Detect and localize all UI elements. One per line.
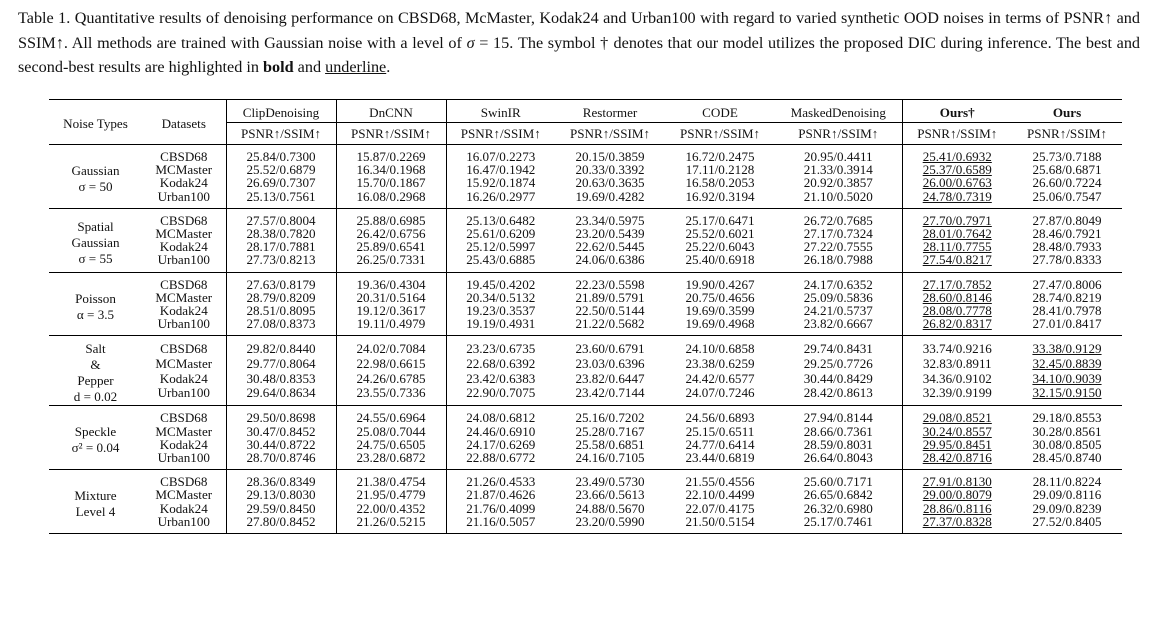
- second-best-value: 33.38/0.9129: [1032, 341, 1102, 357]
- value-cell: [902, 515, 1012, 534]
- results-table: [49, 99, 1122, 534]
- second-best-value: 34.10/0.9039: [1032, 370, 1102, 386]
- value-cell: 19.19/0.4931: [466, 316, 536, 332]
- second-best-value: 28.60/0.8146: [922, 289, 992, 305]
- second-best-value: 25.41/0.6932: [922, 149, 992, 164]
- value-cell: 24.17/0.6269: [466, 436, 536, 452]
- value-cell: 27.17/0.7324: [775, 227, 902, 240]
- value-cell: 28.41/0.7978: [1032, 303, 1102, 319]
- value-cell: 23.42/0.6383: [466, 370, 536, 386]
- noise-group: [49, 336, 1122, 406]
- second-best-value: 27.17/0.7852: [922, 276, 992, 292]
- noise-type-label-line: σ² = 0.04: [71, 440, 120, 456]
- value-cell: 25.13/0.6482: [466, 212, 536, 228]
- value-cell: 29.50/0.8698: [226, 406, 336, 425]
- value-cell: [902, 317, 1012, 336]
- dataset-cell: Kodak24: [142, 502, 226, 515]
- table-row: [49, 145, 1122, 164]
- header-method: CODE: [665, 100, 775, 123]
- table-row: [49, 470, 1122, 489]
- value-cell: 19.90/0.4267: [685, 276, 755, 292]
- table-row: [49, 253, 1122, 272]
- value-cell: 30.28/0.8561: [1032, 423, 1102, 439]
- value-cell: 24.75/0.6505: [336, 438, 446, 451]
- value-cell: 30.48/0.8353: [226, 371, 336, 385]
- second-best-value: 28.86/0.8116: [922, 500, 992, 516]
- noise-type-label-line: Speckle: [74, 424, 117, 440]
- caption-text-3: and: [293, 58, 326, 76]
- header-method: Ours†: [902, 100, 1012, 123]
- header-method: MaskedDenoising: [775, 100, 902, 123]
- noise-type-label: [49, 145, 142, 209]
- dataset-cell: Kodak24: [142, 304, 226, 317]
- value-cell: 32.83/0.8911: [922, 356, 992, 372]
- header-method: SwinIR: [446, 100, 555, 123]
- value-cell: 32.39/0.9199: [922, 385, 992, 401]
- value-cell: 25.08/0.7044: [336, 425, 446, 438]
- header-metric: PSNR↑/SSIM↑: [336, 123, 446, 145]
- value-cell: 23.55/0.7336: [336, 385, 446, 406]
- header-metric: PSNR↑/SSIM↑: [1026, 125, 1108, 141]
- value-cell: 23.44/0.6819: [685, 450, 755, 466]
- value-cell: 25.13/0.7561: [226, 190, 336, 209]
- value-cell: 28.17/0.7881: [226, 240, 336, 253]
- value-cell: 19.69/0.4282: [575, 188, 645, 204]
- value-cell: 25.43/0.6885: [466, 252, 536, 268]
- dataset-cell: Kodak24: [142, 240, 226, 253]
- second-best-value: 28.42/0.8716: [922, 450, 992, 466]
- value-cell: 25.12/0.5997: [466, 239, 536, 255]
- value-cell: 24.55/0.6964: [336, 406, 446, 425]
- value-cell: 30.44/0.8429: [775, 371, 902, 385]
- value-cell: 24.16/0.7105: [575, 450, 645, 466]
- dataset-cell: MCMaster: [142, 291, 226, 304]
- value-cell: 25.84/0.7300: [226, 145, 336, 164]
- dataset-cell: MCMaster: [142, 163, 226, 176]
- value-cell: 27.47/0.8006: [1032, 276, 1102, 292]
- value-cell: 24.06/0.6386: [575, 252, 645, 268]
- value-cell: 23.66/0.5613: [575, 487, 645, 503]
- header-method: Restormer: [555, 100, 665, 123]
- value-cell: 23.23/0.6735: [466, 341, 536, 357]
- dataset-cell: MCMaster: [142, 356, 226, 370]
- value-cell: 24.42/0.6577: [685, 370, 755, 386]
- header-metric: PSNR↑/SSIM↑: [569, 125, 651, 141]
- value-cell: [902, 272, 1012, 291]
- value-cell: 22.90/0.7075: [466, 385, 536, 401]
- table-row: [49, 451, 1122, 470]
- value-cell: 28.66/0.7361: [775, 425, 902, 438]
- header-metric: PSNR↑/SSIM↑: [917, 125, 998, 141]
- value-cell: 16.58/0.2053: [685, 175, 755, 191]
- value-cell: 22.07/0.4175: [685, 500, 755, 516]
- dataset-cell: Kodak24: [142, 371, 226, 385]
- noise-type-label-line: Gaussian: [71, 162, 120, 178]
- noise-group: [49, 272, 1122, 336]
- value-cell: 15.70/0.1867: [336, 176, 446, 189]
- header-method: DnCNN: [336, 100, 446, 123]
- value-cell: 24.46/0.6910: [466, 423, 536, 439]
- second-best-value: 28.08/0.7778: [922, 303, 992, 319]
- dataset-cell: CBSD68: [142, 336, 226, 357]
- value-cell: 25.40/0.6918: [685, 252, 755, 268]
- header-metric: PSNR↑/SSIM↑: [226, 123, 336, 145]
- dataset-cell: Kodak24: [142, 176, 226, 189]
- value-cell: 27.57/0.8004: [226, 208, 336, 227]
- noise-group: [49, 208, 1122, 272]
- noise-type-label-line: σ = 55: [78, 250, 113, 266]
- value-cell: 29.09/0.8239: [1032, 500, 1102, 516]
- value-cell: 19.12/0.3617: [336, 304, 446, 317]
- value-cell: 27.63/0.8179: [226, 272, 336, 291]
- value-cell: 29.13/0.8030: [226, 488, 336, 501]
- value-cell: 28.79/0.8209: [226, 291, 336, 304]
- noise-type-label-line: Gaussian: [71, 234, 120, 250]
- value-cell: 20.33/0.3392: [575, 162, 645, 178]
- value-cell: 27.73/0.8213: [226, 253, 336, 272]
- value-cell: 23.82/0.6667: [775, 317, 902, 336]
- value-cell: 29.74/0.8431: [775, 336, 902, 357]
- header-metric: PSNR↑/SSIM↑: [775, 123, 902, 145]
- value-cell: [902, 208, 1012, 227]
- table-caption: [18, 6, 1140, 80]
- dataset-cell: Urban100: [142, 385, 226, 406]
- value-cell: 21.87/0.4626: [466, 487, 536, 503]
- value-cell: 21.38/0.4754: [336, 470, 446, 489]
- table-row: [49, 190, 1122, 209]
- value-cell: 17.11/0.2128: [685, 162, 755, 178]
- table-row: [49, 515, 1122, 534]
- value-cell: 30.44/0.8722: [226, 438, 336, 451]
- header-method: ClipDenoising: [226, 100, 336, 123]
- value-cell: [1012, 371, 1122, 385]
- table-row: [49, 371, 1122, 385]
- noise-type-label-line: Pepper: [77, 373, 114, 389]
- second-best-value: 29.08/0.8521: [922, 410, 992, 426]
- value-cell: 21.89/0.5791: [575, 289, 645, 305]
- value-cell: 21.16/0.5057: [466, 513, 536, 529]
- noise-type-label-line: Level 4: [75, 504, 116, 520]
- value-cell: 23.34/0.5975: [575, 212, 645, 228]
- value-cell: 33.74/0.9216: [922, 341, 992, 357]
- second-best-value: 29.95/0.8451: [922, 436, 992, 452]
- second-best-value: 28.01/0.7642: [922, 226, 992, 242]
- value-cell: 23.82/0.6447: [575, 370, 645, 386]
- value-cell: 22.62/0.5445: [575, 239, 645, 255]
- value-cell: 24.08/0.6812: [466, 410, 536, 426]
- value-cell: 26.18/0.7988: [775, 253, 902, 272]
- header-method: Ours: [1012, 100, 1122, 123]
- dataset-cell: Urban100: [142, 317, 226, 336]
- dataset-cell: CBSD68: [142, 406, 226, 425]
- value-cell: 20.92/0.3857: [775, 176, 902, 189]
- value-cell: 25.09/0.5836: [775, 291, 902, 304]
- value-cell: 28.11/0.8224: [1032, 474, 1102, 490]
- value-cell: 28.48/0.7933: [1032, 239, 1102, 255]
- value-cell: 20.75/0.4656: [685, 289, 755, 305]
- value-cell: 16.34/0.1968: [336, 163, 446, 176]
- dataset-cell: Urban100: [142, 190, 226, 209]
- value-cell: 26.72/0.7685: [775, 208, 902, 227]
- value-cell: 24.02/0.7084: [336, 336, 446, 357]
- second-best-value: 27.91/0.8130: [922, 474, 992, 490]
- dataset-cell: CBSD68: [142, 272, 226, 291]
- noise-type-label-line: Salt: [85, 341, 106, 357]
- caption-sigma: σ: [466, 33, 475, 52]
- table-row: [49, 272, 1122, 291]
- header-row-methods: [49, 100, 1122, 123]
- value-cell: 20.31/0.5164: [336, 291, 446, 304]
- value-cell: 28.59/0.8031: [775, 438, 902, 451]
- value-cell: 21.55/0.4556: [685, 474, 755, 490]
- value-cell: 24.26/0.6785: [336, 371, 446, 385]
- noise-group: [49, 406, 1122, 470]
- value-cell: 25.88/0.6985: [336, 208, 446, 227]
- second-best-value: 26.00/0.6763: [922, 175, 992, 191]
- value-cell: 28.38/0.7820: [226, 227, 336, 240]
- value-cell: 19.45/0.4202: [466, 276, 536, 292]
- value-cell: 24.21/0.5737: [775, 304, 902, 317]
- value-cell: 19.69/0.4968: [685, 316, 755, 332]
- value-cell: 16.26/0.2977: [466, 188, 536, 204]
- value-cell: 24.07/0.7246: [685, 385, 755, 401]
- value-cell: 23.20/0.5990: [575, 513, 645, 529]
- value-cell: 29.64/0.8634: [226, 385, 336, 406]
- value-cell: [902, 190, 1012, 209]
- value-cell: 28.70/0.8746: [226, 451, 336, 470]
- second-best-value: 26.82/0.8317: [922, 316, 992, 332]
- value-cell: 27.94/0.8144: [775, 406, 902, 425]
- second-best-value: 28.11/0.7755: [922, 239, 992, 255]
- value-cell: 16.08/0.2968: [336, 190, 446, 209]
- value-cell: 26.65/0.6842: [775, 488, 902, 501]
- value-cell: 22.23/0.5598: [575, 276, 645, 292]
- second-best-value: 27.70/0.7971: [922, 212, 992, 228]
- value-cell: 25.58/0.6851: [575, 436, 645, 452]
- value-cell: 24.17/0.6352: [775, 272, 902, 291]
- second-best-value: 25.37/0.6589: [922, 162, 992, 178]
- value-cell: 24.10/0.6858: [685, 341, 755, 357]
- noise-group: [49, 470, 1122, 534]
- value-cell: 25.17/0.6471: [685, 212, 755, 228]
- noise-type-label-line: Spatial: [77, 218, 114, 234]
- value-cell: [902, 470, 1012, 489]
- value-cell: 21.76/0.4099: [466, 500, 536, 516]
- value-cell: [902, 451, 1012, 470]
- value-cell: 25.73/0.7188: [1032, 149, 1102, 164]
- header-metric: PSNR↑/SSIM↑: [460, 125, 541, 141]
- value-cell: [1012, 336, 1122, 357]
- value-cell: [902, 406, 1012, 425]
- noise-group: [49, 145, 1122, 209]
- value-cell: 23.42/0.7144: [575, 385, 645, 401]
- value-cell: 20.34/0.5132: [466, 289, 536, 305]
- value-cell: 25.17/0.7461: [775, 515, 902, 534]
- second-best-value: 30.24/0.8557: [922, 423, 992, 439]
- value-cell: 26.69/0.7307: [226, 176, 336, 189]
- value-cell: 22.00/0.4352: [336, 502, 446, 515]
- value-cell: 26.25/0.7331: [336, 253, 446, 272]
- value-cell: 23.60/0.6791: [575, 341, 645, 357]
- value-cell: 26.60/0.7224: [1032, 175, 1102, 191]
- caption-bold-word: bold: [263, 58, 294, 76]
- value-cell: 28.42/0.8613: [775, 385, 902, 406]
- value-cell: 21.26/0.4533: [466, 474, 536, 490]
- value-cell: 27.87/0.8049: [1032, 212, 1102, 228]
- value-cell: 25.61/0.6209: [466, 226, 536, 242]
- value-cell: 25.68/0.6871: [1032, 162, 1102, 178]
- value-cell: 27.22/0.7555: [775, 240, 902, 253]
- value-cell: 28.46/0.7921: [1032, 226, 1102, 242]
- value-cell: 28.45/0.8740: [1032, 450, 1102, 466]
- value-cell: 24.88/0.5670: [575, 500, 645, 516]
- table-row: [49, 336, 1122, 357]
- value-cell: 22.98/0.6615: [336, 356, 446, 370]
- value-cell: 24.56/0.6893: [685, 410, 755, 426]
- value-cell: [902, 145, 1012, 164]
- value-cell: 22.88/0.6772: [466, 450, 536, 466]
- value-cell: 21.33/0.3914: [775, 163, 902, 176]
- value-cell: 29.77/0.8064: [226, 356, 336, 370]
- value-cell: [1012, 385, 1122, 406]
- table-row: [49, 208, 1122, 227]
- value-cell: 25.16/0.7202: [575, 410, 645, 426]
- value-cell: 20.15/0.3859: [575, 149, 645, 164]
- table-row: [49, 356, 1122, 370]
- noise-type-label: [49, 470, 142, 534]
- second-best-value: 27.54/0.8217: [922, 252, 992, 268]
- dataset-cell: Urban100: [142, 451, 226, 470]
- noise-type-label: [49, 406, 142, 470]
- second-best-value: 32.45/0.8839: [1032, 356, 1102, 372]
- dataset-cell: Kodak24: [142, 438, 226, 451]
- value-cell: 20.95/0.4411: [775, 145, 902, 164]
- value-cell: 21.26/0.5215: [336, 515, 446, 534]
- value-cell: 24.77/0.6414: [685, 436, 755, 452]
- value-cell: 30.47/0.8452: [226, 425, 336, 438]
- table-row: [49, 385, 1122, 406]
- value-cell: 15.92/0.1874: [466, 175, 536, 191]
- value-cell: 29.09/0.8116: [1032, 487, 1102, 503]
- value-cell: 26.42/0.6756: [336, 227, 446, 240]
- dataset-cell: MCMaster: [142, 488, 226, 501]
- value-cell: 27.78/0.8333: [1032, 252, 1102, 268]
- noise-type-label: [49, 208, 142, 272]
- value-cell: 25.28/0.7167: [575, 423, 645, 439]
- value-cell: 20.63/0.3635: [575, 175, 645, 191]
- value-cell: 26.64/0.8043: [775, 451, 902, 470]
- noise-type-label-line: &: [90, 357, 101, 373]
- value-cell: 21.22/0.5682: [575, 316, 645, 332]
- value-cell: 21.95/0.4779: [336, 488, 446, 501]
- second-best-value: 24.78/0.7319: [922, 188, 992, 204]
- value-cell: 25.15/0.6511: [685, 423, 755, 439]
- dataset-cell: CBSD68: [142, 470, 226, 489]
- value-cell: 22.50/0.5144: [575, 303, 645, 319]
- caption-text-1: Table 1. Quantitative results of denoising performance on CBSD68, McMaster, Kodak24 and Urban100 with regard to varied synthetic OOD noises in terms of PSNR↑ and SSIM↑. All methods are trained with Gaussian noise with a level of: [18, 9, 1140, 52]
- value-cell: 21.50/0.5154: [685, 513, 755, 529]
- noise-type-label: [49, 336, 142, 406]
- value-cell: 29.59/0.8450: [226, 502, 336, 515]
- value-cell: 16.92/0.3194: [685, 188, 755, 204]
- noise-type-label-line: Poisson: [75, 290, 116, 306]
- caption-text-4: .: [386, 58, 391, 76]
- value-cell: 27.80/0.8452: [226, 515, 336, 534]
- value-cell: 19.69/0.3599: [685, 303, 755, 319]
- noise-type-label-line: σ = 50: [78, 178, 113, 194]
- value-cell: 30.08/0.8505: [1032, 436, 1102, 452]
- value-cell: 16.07/0.2273: [466, 149, 536, 164]
- second-best-value: 27.37/0.8328: [922, 513, 992, 529]
- value-cell: 25.52/0.6021: [685, 226, 755, 242]
- value-cell: 34.36/0.9102: [922, 370, 992, 386]
- value-cell: 27.01/0.8417: [1032, 316, 1102, 332]
- noise-type-label-line: Mixture: [74, 488, 117, 504]
- value-cell: 25.22/0.6043: [685, 239, 755, 255]
- header-metric: PSNR↑/SSIM↑: [679, 125, 761, 141]
- value-cell: 27.08/0.8373: [226, 317, 336, 336]
- value-cell: 27.52/0.8405: [1032, 513, 1102, 529]
- noise-type-label: [49, 272, 142, 336]
- value-cell: 26.32/0.6980: [775, 502, 902, 515]
- value-cell: [1012, 356, 1122, 370]
- value-cell: 23.28/0.6872: [336, 451, 446, 470]
- dataset-cell: Urban100: [142, 253, 226, 272]
- value-cell: 25.06/0.7547: [1032, 188, 1102, 204]
- noise-type-label-line: d = 0.02: [73, 389, 118, 405]
- value-cell: 29.82/0.8440: [226, 336, 336, 357]
- table-row: [49, 406, 1122, 425]
- value-cell: 16.72/0.2475: [685, 149, 755, 164]
- value-cell: 15.87/0.2269: [336, 145, 446, 164]
- value-cell: 21.10/0.5020: [775, 190, 902, 209]
- value-cell: 19.23/0.3537: [466, 303, 536, 319]
- value-cell: [902, 253, 1012, 272]
- value-cell: 22.68/0.6392: [466, 356, 536, 372]
- second-best-value: 32.15/0.9150: [1032, 385, 1102, 401]
- table-row: [49, 317, 1122, 336]
- caption-text-2: = 15. The symbol † denotes that our model utilizes the proposed DIC during inference. The best and second-best results are highlighted in: [18, 33, 1141, 76]
- noise-type-label-line: α = 3.5: [76, 306, 115, 322]
- value-cell: 16.47/0.1942: [466, 162, 536, 178]
- dataset-cell: MCMaster: [142, 227, 226, 240]
- value-cell: 19.11/0.4979: [336, 317, 446, 336]
- value-cell: 28.74/0.8219: [1032, 289, 1102, 305]
- value-cell: 23.03/0.6396: [575, 356, 645, 372]
- header-datasets: Datasets: [142, 100, 226, 145]
- value-cell: 23.38/0.6259: [685, 356, 755, 372]
- dataset-cell: Urban100: [142, 515, 226, 534]
- dataset-cell: CBSD68: [142, 208, 226, 227]
- value-cell: 25.52/0.6879: [226, 163, 336, 176]
- value-cell: 19.36/0.4304: [336, 272, 446, 291]
- second-best-value: 29.00/0.8079: [922, 487, 992, 503]
- value-cell: 23.49/0.5730: [575, 474, 645, 490]
- value-cell: 29.25/0.7726: [775, 356, 902, 370]
- value-cell: 29.18/0.8553: [1032, 410, 1102, 426]
- value-cell: 25.60/0.7171: [775, 470, 902, 489]
- value-cell: 25.89/0.6541: [336, 240, 446, 253]
- value-cell: 28.51/0.8095: [226, 304, 336, 317]
- value-cell: 28.36/0.8349: [226, 470, 336, 489]
- value-cell: 23.20/0.5439: [575, 226, 645, 242]
- dataset-cell: MCMaster: [142, 425, 226, 438]
- value-cell: 22.10/0.4499: [685, 487, 755, 503]
- header-noise-types: Noise Types: [49, 100, 142, 145]
- caption-underline-word: underline: [325, 58, 387, 76]
- dataset-cell: CBSD68: [142, 145, 226, 164]
